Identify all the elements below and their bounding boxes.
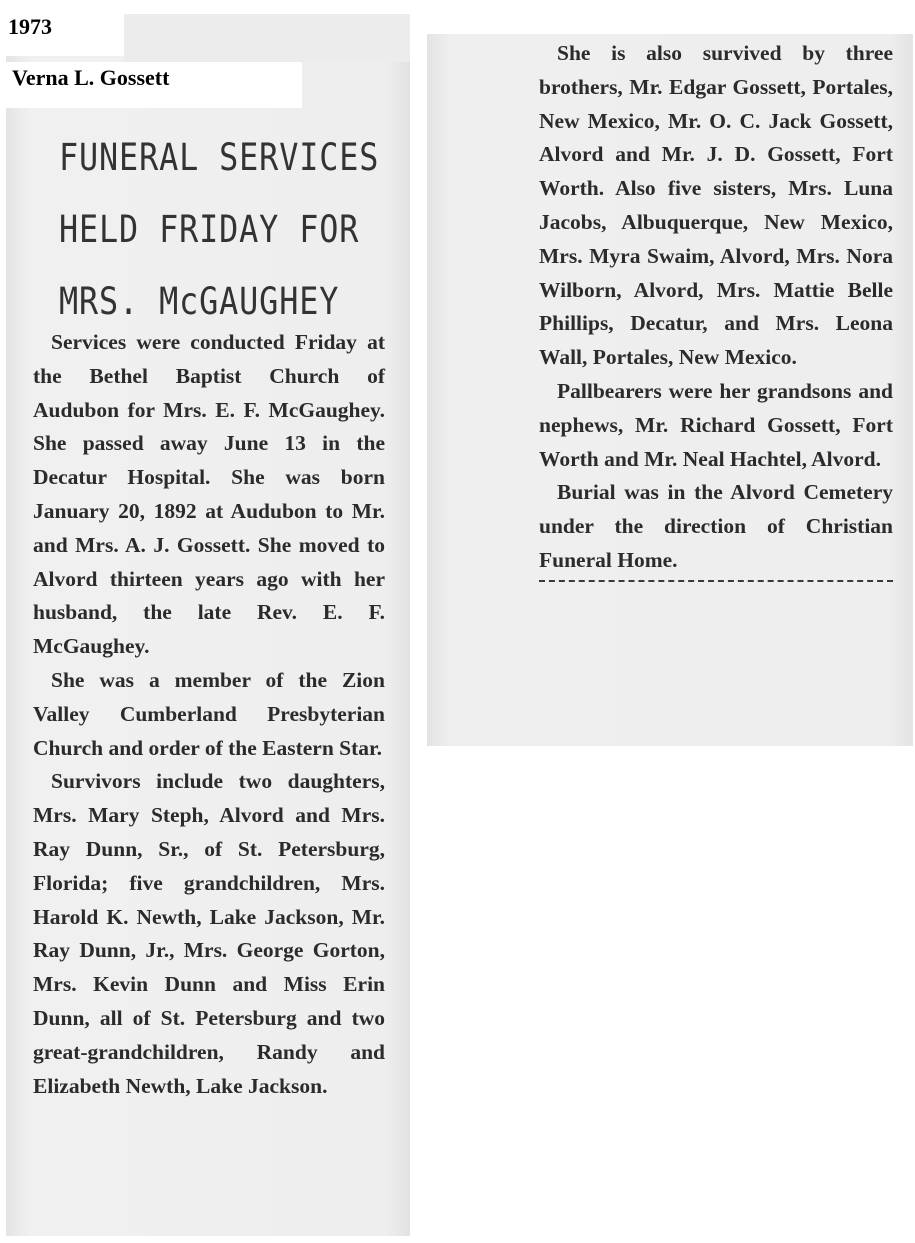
- article-column-left: [33, 326, 385, 1103]
- paragraph-pallbearers: Pallbearers were her grandsons and nephews, Mr. Richard Gossett, Fort Worth and Mr. Neal Hachtel, Alvord.: [539, 378, 893, 471]
- paragraph-siblings: She is also survived by three brothers, Mr. Edgar Gossett, Portales, New Mexico, Mr. O. C. Jack Gossett, Alvord and Mr. J. D. Gossett, Fort Worth. Also five sisters, Mrs. Luna Jacobs, Albuquerque, New Mexico, Mrs. Myra Swaim, Alvord, Mrs. Nora Wilborn, Alvord, Mrs. Mattie Belle Phillips, Decatur, and Mrs. Leona Wall, Portales, New Mexico.: [539, 41, 893, 370]
- paragraph-burial: Burial was in the Alvord Cemetery under the direction of Christian Funeral Home.: [539, 480, 893, 572]
- year-label: 1973: [0, 0, 124, 56]
- headline-line-2: HELD FRIDAY FOR: [59, 208, 360, 251]
- headline-line-1: FUNERAL SERVICES: [59, 136, 380, 179]
- clipping-left-top-strip: [124, 14, 410, 62]
- headline: [59, 122, 431, 338]
- end-rule: [539, 580, 893, 582]
- headline-line-3: MRS. McGAUGHEY: [59, 280, 340, 323]
- paragraph-survivors: Survivors include two daughters, Mrs. Mary Steph, Alvord and Mrs. Ray Dunn, Sr., of St. Petersburg, Florida; five grandchildren, Mrs. Harold K. Newth, Lake Jackson, Mr. Ray Dunn, Jr., Mrs. George Gorton, Mrs. Kevin Dunn and Miss Erin Dunn, all of St. Petersburg and two great-grandchildren, Randy and Elizabeth Newth, Lake Jackson.: [33, 769, 385, 1098]
- article-column-right: [539, 37, 893, 582]
- paragraph-membership: She was a member of the Zion Valley Cumberland Presbyterian Church and order of the Eastern Star.: [33, 667, 385, 760]
- paragraph-services: Services were conducted Friday at the Bethel Baptist Church of Audubon for Mrs. E. F. McGaughey. She passed away June 13 in the Decatur Hospital. She was born January 20, 1892 at Audubon to Mr. and Mrs. A. J. Gossett. She moved to Alvord thirteen years ago with her husband, the late Rev. E. F. McGaughey.: [33, 330, 385, 659]
- name-label: Verna L. Gossett: [0, 62, 302, 108]
